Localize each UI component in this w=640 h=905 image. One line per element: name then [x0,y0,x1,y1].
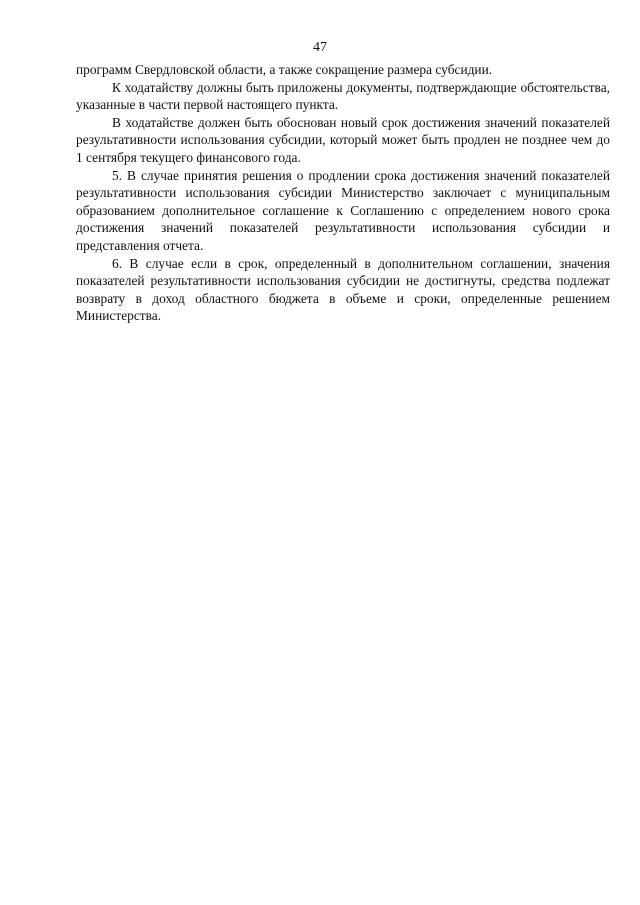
page-number: 47 [313,40,327,55]
paragraph-continuation: программ Свердловской области, а также сокращение размера субсидии. [76,62,493,77]
paragraph-new-deadline: В ходатайстве должен быть обоснован новый срок достижения значений показателей результативности использования субсидии, который может быть продлен не позднее чем до 1 сентября текущего финансового года. [76,114,610,165]
paragraph-item-5: 5. В случае принятия решения о продлении срока достижения значений показателей результативности использования субсидии Министерство заключает с муниципальным образованием дополнительное соглашение к Соглашению с определением нового срока достижения значений показателей результативности использования субсидии и представления отчета. [76,167,610,253]
paragraph-supporting-documents: К ходатайству должны быть приложены документы, подтверждающие обстоятельства, указанные в части первой настоящего пункта. [76,79,610,113]
document-body [76,61,610,325]
paragraph-item-6: 6. В случае если в срок, определенный в дополнительном соглашении, значения показателей результативности использования субсидии не достигнуты, средства подлежат возврату в доход областного бюджета в объеме и сроки, определенные решением Министерства. [76,255,610,324]
